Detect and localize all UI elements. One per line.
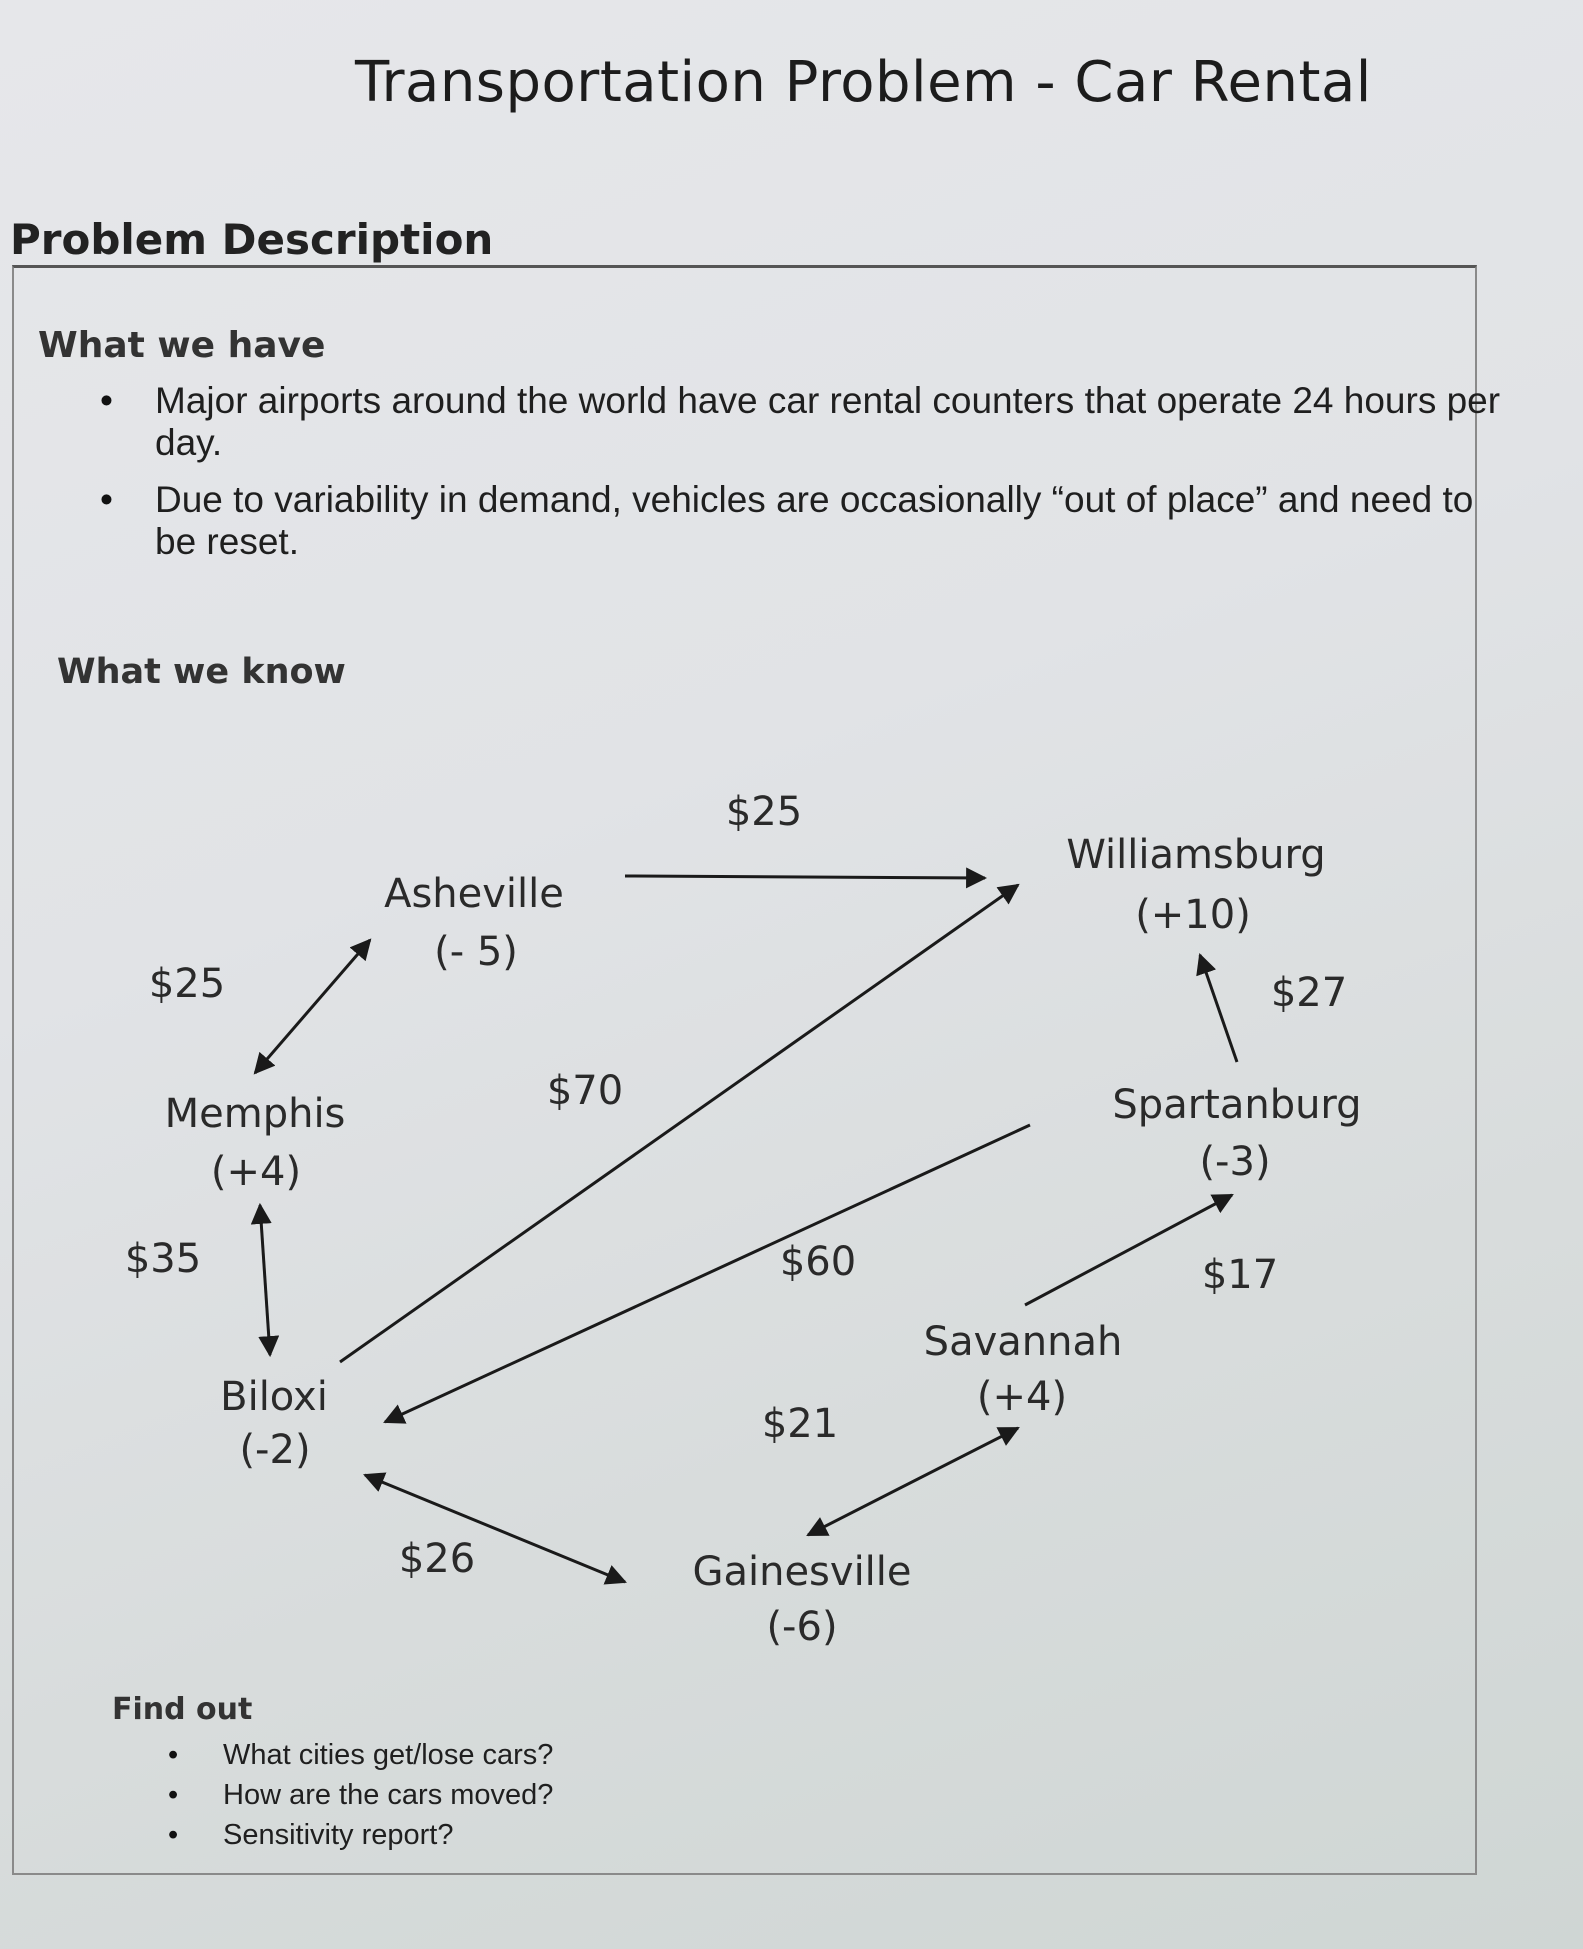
city-asheville-net: (- 5) (434, 929, 518, 975)
edge-asheville-williamsburg (625, 876, 985, 878)
find-item: • How are the cars moved? (168, 1775, 553, 1815)
city-williamsburg-name: Williamsburg (1066, 832, 1326, 878)
section-title: Problem Description (10, 215, 494, 264)
cost-spartanburg-biloxi: $60 (779, 1239, 857, 1285)
cost-savannah-gainesville: $21 (761, 1401, 839, 1447)
city-savannah-name: Savannah (923, 1319, 1123, 1365)
city-memphis-name: Memphis (164, 1091, 346, 1137)
cost-memphis-asheville: $25 (148, 961, 226, 1007)
cost-memphis-biloxi: $35 (124, 1236, 202, 1282)
have-item: • Due to variability in demand, vehicles are occasionally “out of place” and need to be reset. (100, 479, 1520, 563)
know-heading: What we know (57, 652, 346, 692)
city-gainesville-name: Gainesville (692, 1549, 912, 1595)
page-title: Transportation Problem - Car Rental (355, 50, 1372, 115)
have-heading: What we have (38, 325, 326, 366)
cost-asheville-williamsburg: $25 (725, 789, 803, 835)
city-savannah-net: (+4) (976, 1374, 1068, 1420)
edge-memphis-biloxi (260, 1205, 270, 1355)
cost-biloxi-williamsburg: $70 (546, 1068, 624, 1114)
edge-spartanburg-biloxi (385, 1125, 1030, 1422)
find-item: • What cities get/lose cars? (168, 1735, 553, 1775)
cost-spartanburg-williamsburg: $27 (1270, 970, 1348, 1016)
edge-memphis-asheville (255, 940, 370, 1073)
edge-spartanburg-williamsburg (1200, 955, 1237, 1062)
city-biloxi-name: Biloxi (220, 1374, 328, 1420)
find-list (168, 1735, 553, 1855)
city-memphis-net: (+4) (210, 1149, 302, 1195)
cost-biloxi-gainesville: $26 (398, 1536, 476, 1582)
find-heading: Find out (112, 1692, 253, 1727)
edge-savannah-gainesville (808, 1428, 1018, 1535)
cost-savannah-spartanburg: $17 (1201, 1252, 1279, 1298)
have-item: • Major airports around the world have car rental counters that operate 24 hours per day. (100, 380, 1520, 464)
city-gainesville-net: (-6) (766, 1604, 838, 1650)
city-asheville-name: Asheville (384, 871, 564, 917)
city-spartanburg-net: (-3) (1199, 1139, 1271, 1185)
city-williamsburg-net: (+10) (1135, 892, 1251, 938)
find-item: • Sensitivity report? (168, 1815, 553, 1855)
city-biloxi-net: (-2) (239, 1427, 311, 1473)
city-spartanburg-name: Spartanburg (1112, 1082, 1362, 1128)
